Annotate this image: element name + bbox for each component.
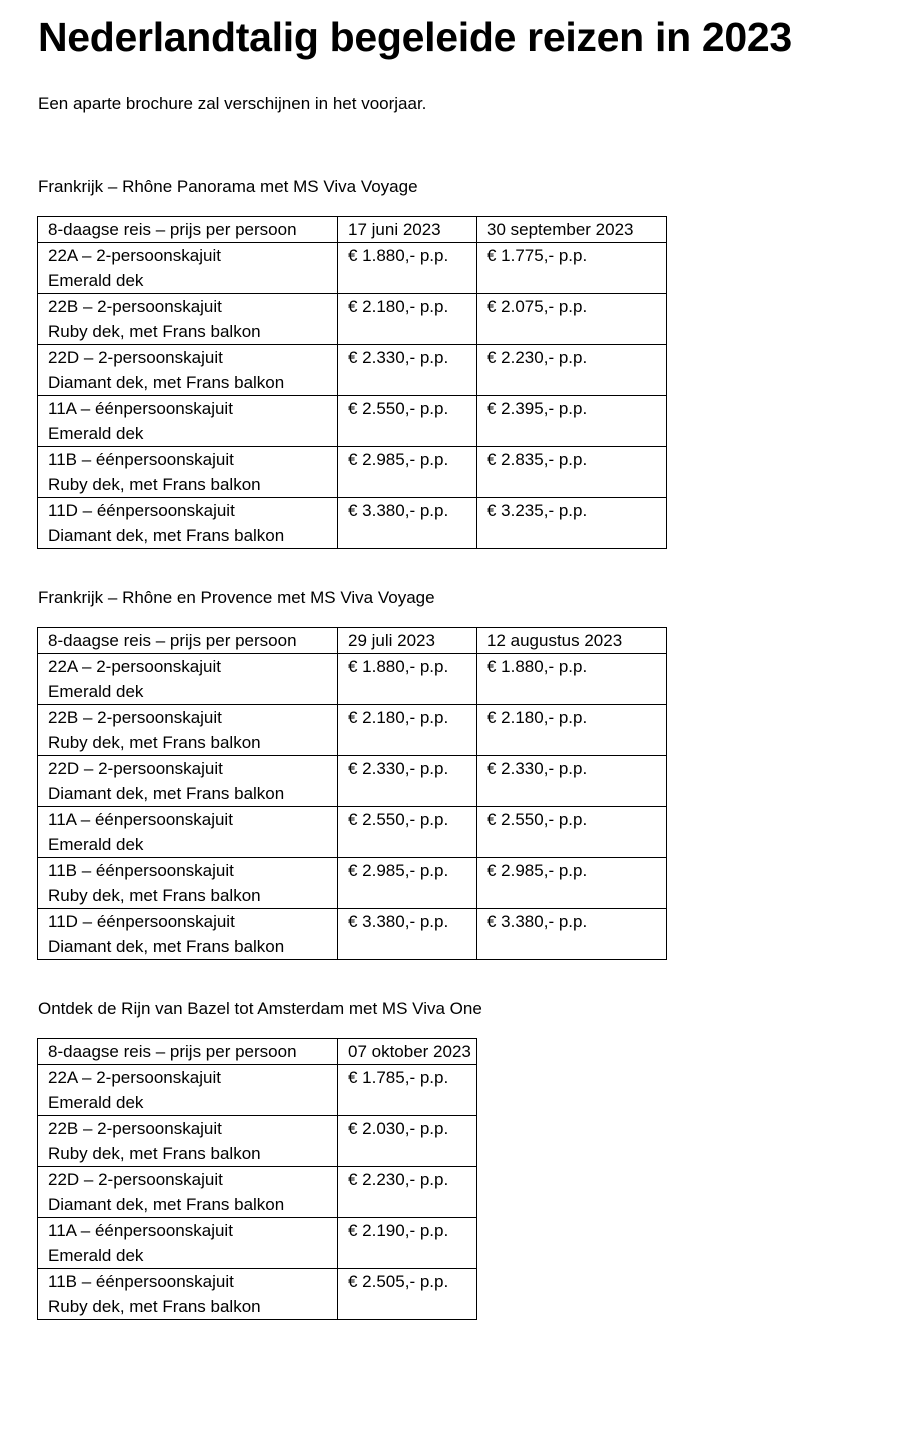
price-cell: € 1.775,- p.p. bbox=[477, 243, 667, 294]
cabin-type: 22D – 2-persoonskajuit bbox=[48, 348, 223, 367]
cabin-type: 11B – éénpersoonskajuit bbox=[48, 1272, 234, 1291]
price-table bbox=[37, 216, 667, 549]
price-cell: € 2.075,- p.p. bbox=[477, 294, 667, 345]
cabin-type: 11B – éénpersoonskajuit bbox=[48, 861, 234, 880]
deck-name: Diamant dek, met Frans balkon bbox=[48, 937, 285, 956]
cabin-type: 11D – éénpersoonskajuit bbox=[48, 501, 235, 520]
cabin-type: 22B – 2-persoonskajuit bbox=[48, 708, 222, 727]
cabin-cell bbox=[38, 654, 338, 705]
price-cell: € 2.550,- p.p. bbox=[338, 807, 477, 858]
cabin-cell bbox=[38, 1269, 338, 1320]
price-cell: € 2.230,- p.p. bbox=[477, 345, 667, 396]
table-row bbox=[38, 1269, 477, 1320]
deck-name: Emerald dek bbox=[48, 835, 144, 854]
cabin-type: 22D – 2-persoonskajuit bbox=[48, 1170, 223, 1189]
price-cell: € 2.395,- p.p. bbox=[477, 396, 667, 447]
cabin-cell bbox=[38, 345, 338, 396]
price-cell: € 2.550,- p.p. bbox=[338, 396, 477, 447]
cabin-type: 22B – 2-persoonskajuit bbox=[48, 297, 222, 316]
table-row bbox=[38, 756, 667, 807]
price-cell: € 2.985,- p.p. bbox=[477, 858, 667, 909]
cabin-cell bbox=[38, 807, 338, 858]
cabin-type: 22A – 2-persoonskajuit bbox=[48, 1068, 221, 1087]
cabin-cell bbox=[38, 243, 338, 294]
table-row bbox=[38, 294, 667, 345]
table-row bbox=[38, 654, 667, 705]
price-cell: € 2.550,- p.p. bbox=[477, 807, 667, 858]
cabin-cell bbox=[38, 705, 338, 756]
header-cell: 17 juni 2023 bbox=[338, 217, 477, 243]
deck-name: Emerald dek bbox=[48, 271, 144, 290]
cabin-cell bbox=[38, 447, 338, 498]
deck-name: Diamant dek, met Frans balkon bbox=[48, 526, 285, 545]
cabin-cell bbox=[38, 396, 338, 447]
price-cell: € 2.190,- p.p. bbox=[338, 1218, 477, 1269]
deck-name: Emerald dek bbox=[48, 1246, 144, 1265]
cabin-cell bbox=[38, 294, 338, 345]
cabin-cell bbox=[38, 498, 338, 549]
deck-name: Emerald dek bbox=[48, 424, 144, 443]
table-row bbox=[38, 1167, 477, 1218]
table-row bbox=[38, 858, 667, 909]
price-cell: € 2.505,- p.p. bbox=[338, 1269, 477, 1320]
price-cell: € 2.180,- p.p. bbox=[477, 705, 667, 756]
deck-name: Ruby dek, met Frans balkon bbox=[48, 1144, 261, 1163]
table-row bbox=[38, 1218, 477, 1269]
cabin-cell bbox=[38, 756, 338, 807]
header-cell: 8-daagse reis – prijs per persoon bbox=[38, 217, 338, 243]
price-cell: € 3.380,- p.p. bbox=[338, 909, 477, 960]
price-cell: € 2.985,- p.p. bbox=[338, 858, 477, 909]
table-row bbox=[38, 396, 667, 447]
header-cell: 29 juli 2023 bbox=[338, 628, 477, 654]
header-cell: 12 augustus 2023 bbox=[477, 628, 667, 654]
deck-name: Emerald dek bbox=[48, 682, 144, 701]
table-row bbox=[38, 705, 667, 756]
price-cell: € 2.835,- p.p. bbox=[477, 447, 667, 498]
table-row bbox=[38, 909, 667, 960]
cabin-type: 22A – 2-persoonskajuit bbox=[48, 246, 221, 265]
cabin-cell bbox=[38, 1218, 338, 1269]
cabin-cell bbox=[38, 909, 338, 960]
deck-name: Ruby dek, met Frans balkon bbox=[48, 733, 261, 752]
header-cell: 8-daagse reis – prijs per persoon bbox=[38, 1039, 338, 1065]
table-row bbox=[38, 243, 667, 294]
header-cell: 30 september 2023 bbox=[477, 217, 667, 243]
cabin-type: 22D – 2-persoonskajuit bbox=[48, 759, 223, 778]
section-heading: Frankrijk – Rhône en Provence met MS Viva Voyage bbox=[38, 588, 435, 607]
intro-text: Een aparte brochure zal verschijnen in het voorjaar. bbox=[38, 94, 427, 113]
deck-name: Ruby dek, met Frans balkon bbox=[48, 1297, 261, 1316]
cabin-type: 22A – 2-persoonskajuit bbox=[48, 657, 221, 676]
deck-name: Diamant dek, met Frans balkon bbox=[48, 1195, 285, 1214]
price-cell: € 3.380,- p.p. bbox=[338, 498, 477, 549]
price-cell: € 3.380,- p.p. bbox=[477, 909, 667, 960]
price-cell: € 2.030,- p.p. bbox=[338, 1116, 477, 1167]
price-cell: € 2.985,- p.p. bbox=[338, 447, 477, 498]
deck-name: Emerald dek bbox=[48, 1093, 144, 1112]
table-row bbox=[38, 498, 667, 549]
cabin-type: 22B – 2-persoonskajuit bbox=[48, 1119, 222, 1138]
price-cell: € 2.330,- p.p. bbox=[477, 756, 667, 807]
section-heading: Ontdek de Rijn van Bazel tot Amsterdam met MS Viva One bbox=[38, 999, 482, 1018]
table-header-row bbox=[38, 1039, 477, 1065]
table-header-row bbox=[38, 217, 667, 243]
table-row bbox=[38, 807, 667, 858]
table-row bbox=[38, 345, 667, 396]
price-cell: € 2.230,- p.p. bbox=[338, 1167, 477, 1218]
deck-name: Ruby dek, met Frans balkon bbox=[48, 322, 261, 341]
price-table bbox=[37, 627, 667, 960]
price-cell: € 1.880,- p.p. bbox=[338, 243, 477, 294]
price-cell: € 2.180,- p.p. bbox=[338, 705, 477, 756]
table-row bbox=[38, 1116, 477, 1167]
price-cell: € 1.880,- p.p. bbox=[477, 654, 667, 705]
price-cell: € 2.330,- p.p. bbox=[338, 756, 477, 807]
table-header-row bbox=[38, 628, 667, 654]
price-cell: € 1.785,- p.p. bbox=[338, 1065, 477, 1116]
section-heading: Frankrijk – Rhône Panorama met MS Viva Voyage bbox=[38, 177, 418, 196]
price-cell: € 2.330,- p.p. bbox=[338, 345, 477, 396]
cabin-cell bbox=[38, 1167, 338, 1218]
table-row bbox=[38, 447, 667, 498]
cabin-type: 11A – éénpersoonskajuit bbox=[48, 810, 233, 829]
page-title: Nederlandtalig begeleide reizen in 2023 bbox=[38, 14, 792, 60]
price-cell: € 3.235,- p.p. bbox=[477, 498, 667, 549]
deck-name: Diamant dek, met Frans balkon bbox=[48, 784, 285, 803]
cabin-cell bbox=[38, 1065, 338, 1116]
deck-name: Ruby dek, met Frans balkon bbox=[48, 886, 261, 905]
cabin-cell bbox=[38, 858, 338, 909]
deck-name: Diamant dek, met Frans balkon bbox=[48, 373, 285, 392]
cabin-type: 11A – éénpersoonskajuit bbox=[48, 1221, 233, 1240]
cabin-type: 11A – éénpersoonskajuit bbox=[48, 399, 233, 418]
price-cell: € 1.880,- p.p. bbox=[338, 654, 477, 705]
header-cell: 07 oktober 2023 bbox=[338, 1039, 477, 1065]
cabin-type: 11D – éénpersoonskajuit bbox=[48, 912, 235, 931]
header-cell: 8-daagse reis – prijs per persoon bbox=[38, 628, 338, 654]
cabin-type: 11B – éénpersoonskajuit bbox=[48, 450, 234, 469]
price-cell: € 2.180,- p.p. bbox=[338, 294, 477, 345]
cabin-cell bbox=[38, 1116, 338, 1167]
table-row bbox=[38, 1065, 477, 1116]
price-table bbox=[37, 1038, 477, 1320]
deck-name: Ruby dek, met Frans balkon bbox=[48, 475, 261, 494]
